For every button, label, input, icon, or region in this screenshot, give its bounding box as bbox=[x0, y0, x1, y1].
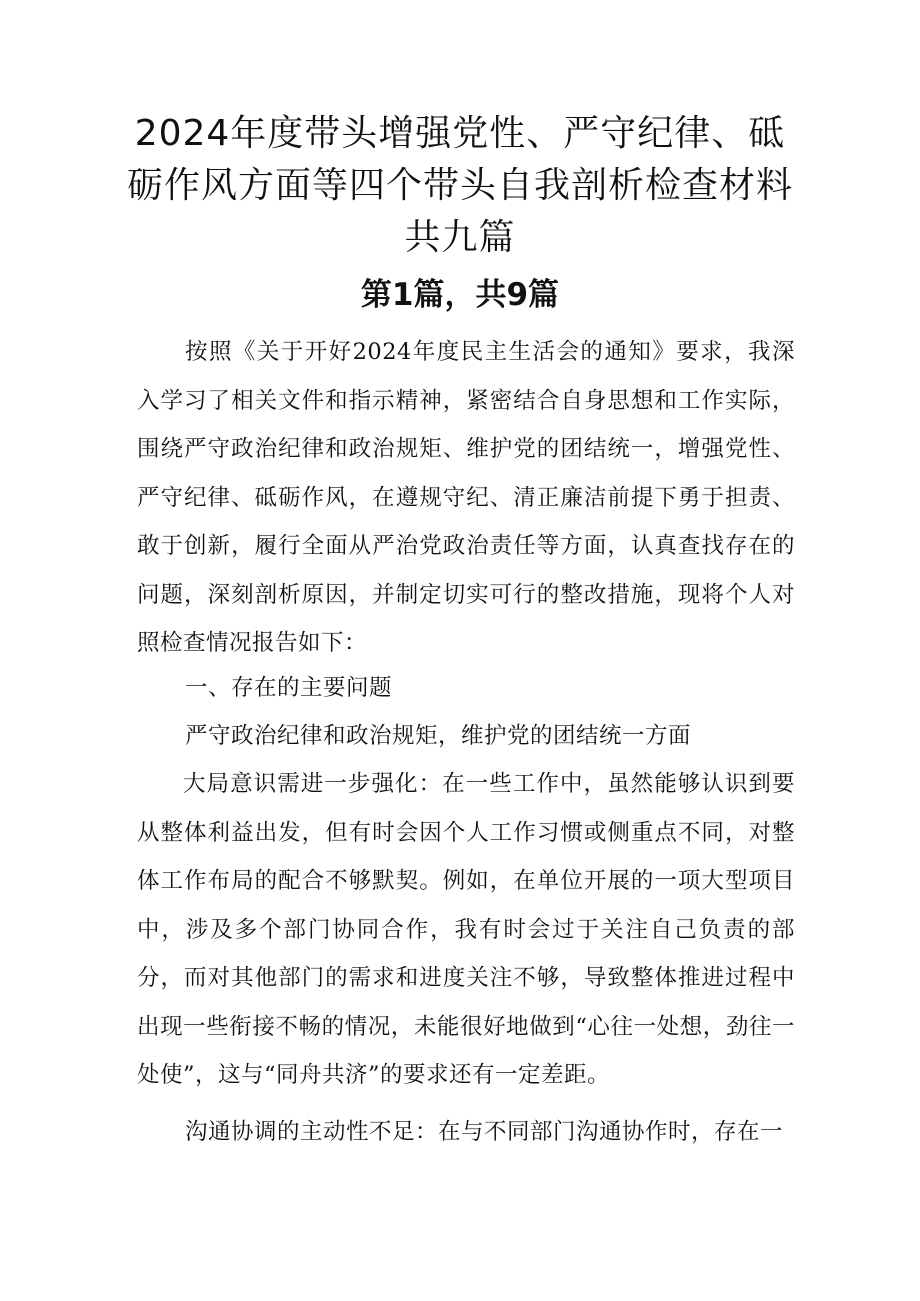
section-heading: 一、存在的主要问题 bbox=[185, 675, 393, 701]
sub-heading: 严守政治纪律和政治规矩，维护党的团结统一方面 bbox=[185, 723, 692, 749]
item-paragraph-1: 大局意识需进一步强化：在一些工作中，虽然能够认识到要从整体利益出发，但有时会因个人工作习惯或侧重点不同，对整体工作布局的配合不够默契。例如，在单位开展的一项大型项目中，涉及多个部门协同合作，我有时会过于关注自己负责的部分，而对其他部门的需求和进度关注不够，导致整体推进过程中出现一些衔接不畅的情况，未能很好地做到“心往一处想，劲往一处使”，这与“同舟共济”的要求还有一定差距。 bbox=[137, 771, 795, 1088]
item-paragraph-2: 沟通协调的主动性不足：在与不同部门沟通协作时，存在一 bbox=[185, 1119, 784, 1145]
document-title: 2024年度带头增强党性、严守纪律、砥砺作风方面等四个带头自我剖析检查材料共九篇 bbox=[126, 113, 793, 258]
intro-paragraph: 按照《关于开好2024年度民主生活会的通知》要求，我深入学习了相关文件和指示精神，紧密结合自身思想和工作实际，围绕严守政治纪律和政治规矩、维护党的团结统一，增强党性、严守纪律、砥砺作风，在遵规守纪、清正廉洁前提下勇于担责、敢于创新，履行全面从严治党政治责任等方面，认真查找存在的问题，深刻剖析原因，并制定切实可行的整改措施，现将个人对照检查情况报告如下： bbox=[137, 339, 795, 656]
document-subtitle: 第1篇，共9篇 bbox=[360, 277, 560, 313]
